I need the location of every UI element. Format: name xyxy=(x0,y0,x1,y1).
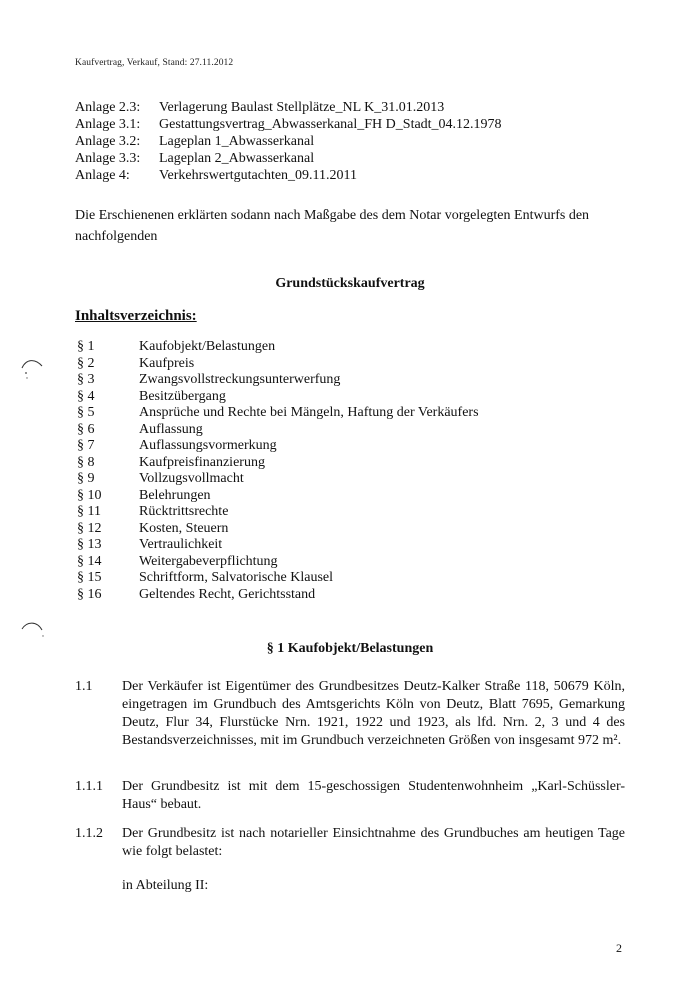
page-number: 2 xyxy=(616,941,622,955)
clause-1-1-2 xyxy=(75,825,625,861)
toc-title: Weitergabeverpflichtung xyxy=(139,553,278,569)
toc-item xyxy=(77,356,479,373)
section-title: § 1 Kaufobjekt/Belastungen xyxy=(266,641,434,656)
abteilung-label: in Abteilung II: xyxy=(122,878,209,893)
attachment-row xyxy=(75,133,502,150)
attachment-row xyxy=(75,99,502,116)
attachment-text: Lageplan 1_Abwasserkanal xyxy=(159,134,315,149)
toc-number: § 9 xyxy=(77,471,95,486)
toc-heading: Inhaltsverzeichnis: xyxy=(75,308,197,324)
toc-title: Geltendes Recht, Gerichtsstand xyxy=(139,586,316,602)
toc-number: § 11 xyxy=(77,504,101,519)
toc-title: Vollzugsvollmacht xyxy=(139,471,244,486)
intro-paragraph: Die Erschienenen erklärten sodann nach Maßgabe des dem Notar vorgelegten Entwurfs den nachfolgenden xyxy=(75,208,590,244)
attachment-label: Anlage 4: xyxy=(75,168,130,183)
clause-text: Der Grundbesitz ist nach notarieller Einsichtnahme des Grundbuches am heutigen Tage wie folgt belastet: xyxy=(122,826,625,859)
attachment-label: Anlage 3.2: xyxy=(75,134,141,149)
toc-item xyxy=(77,521,479,538)
attachment-row xyxy=(75,150,502,167)
toc-item xyxy=(77,389,479,406)
toc-title: Besitzübergang xyxy=(139,388,226,404)
toc-item xyxy=(77,554,479,571)
attachment-label: Anlage 2.3: xyxy=(75,100,141,115)
toc-title: Kosten, Steuern xyxy=(139,520,229,536)
toc-item xyxy=(77,422,479,439)
clause-1-1-1 xyxy=(75,778,625,814)
attachment-row xyxy=(75,116,502,133)
toc-item xyxy=(77,455,479,472)
toc-item xyxy=(77,405,479,422)
toc-number: § 4 xyxy=(77,388,95,404)
attachment-text: Verkehrswertgutachten_09.11.2011 xyxy=(159,168,358,183)
toc-title: Schriftform, Salvatorische Klausel xyxy=(139,570,334,585)
toc-title: Belehrungen xyxy=(139,487,211,503)
attachment-list xyxy=(75,99,502,184)
toc-title: Kaufobjekt/Belastungen xyxy=(139,339,276,354)
attachment-text: Lageplan 2_Abwasserkanal xyxy=(159,151,315,166)
toc-item xyxy=(77,372,479,389)
toc-item xyxy=(77,339,479,356)
toc-number: § 15 xyxy=(77,570,102,585)
toc-number: § 14 xyxy=(77,553,102,569)
toc-item xyxy=(77,438,479,455)
clause-text: Der Verkäufer ist Eigentümer des Grundbesitzes Deutz-Kalker Straße 118, 50679 Köln, eingetragen im Grundbuch des Amtsgerichts Köln von Deutz, Blatt 7695, Gemarkung Deutz, Flur 34, Flurstücke Nrn. 1921, 1922 und 1923, als lfd. Nrn. 2, 3 und 4 des Bestandsverzeichnisses, mit im Grundbuch verzeichneten Größen von insgesamt 972 m². xyxy=(122,679,625,748)
toc-number: § 3 xyxy=(77,372,95,387)
toc-item xyxy=(77,537,479,554)
toc-item xyxy=(77,504,479,521)
toc-title: Zwangsvollstreckungsunterwerfung xyxy=(139,372,341,387)
attachment-label: Anlage 3.1: xyxy=(75,117,141,132)
toc-number: § 5 xyxy=(77,405,95,420)
attachment-text: Gestattungsvertrag_Abwasserkanal_FH D_Stadt_04.12.1978 xyxy=(159,117,502,132)
clause-text: Der Grundbesitz ist mit dem 15-geschossigen Studentenwohnheim „Karl-Schüssler-Haus“ bebaut. xyxy=(122,779,625,812)
toc-number: § 8 xyxy=(77,454,95,470)
toc-number: § 2 xyxy=(77,355,95,371)
table-of-contents xyxy=(77,339,479,603)
clause-number: 1.1.2 xyxy=(75,826,103,841)
toc-number: § 13 xyxy=(77,537,102,552)
toc-item xyxy=(77,471,479,488)
toc-number: § 12 xyxy=(77,520,102,536)
toc-number: § 7 xyxy=(77,438,95,453)
attachment-label: Anlage 3.3: xyxy=(75,151,141,166)
toc-number: § 10 xyxy=(77,487,102,503)
attachment-text: Verlagerung Baulast Stellplätze_NL K_31.01.2013 xyxy=(159,100,445,115)
toc-title: Kaufpreis xyxy=(139,355,195,371)
clause-1-1 xyxy=(75,678,625,750)
punch-hole-mark xyxy=(20,619,50,645)
toc-title: Ansprüche und Rechte bei Mängeln, Haftung der Verkäufers xyxy=(139,405,479,420)
clause-number: 1.1 xyxy=(75,679,93,694)
toc-title: Auflassungsvormerkung xyxy=(139,438,277,453)
toc-number: § 16 xyxy=(77,586,102,602)
attachment-row xyxy=(75,167,502,184)
page-header: Kaufvertrag, Verkauf, Stand: 27.11.2012 xyxy=(75,58,234,68)
toc-title: Auflassung xyxy=(139,421,203,437)
toc-title: Kaufpreisfinanzierung xyxy=(139,454,265,470)
toc-title: Vertraulichkeit xyxy=(139,537,223,552)
toc-item xyxy=(77,570,479,587)
toc-number: § 6 xyxy=(77,421,95,437)
toc-item xyxy=(77,587,479,604)
contract-title: Grundstückskaufvertrag xyxy=(275,276,425,291)
toc-item xyxy=(77,488,479,505)
clause-number: 1.1.1 xyxy=(75,779,103,794)
punch-hole-mark xyxy=(17,356,47,382)
toc-title: Rücktrittsrechte xyxy=(139,504,229,519)
toc-number: § 1 xyxy=(77,339,95,354)
